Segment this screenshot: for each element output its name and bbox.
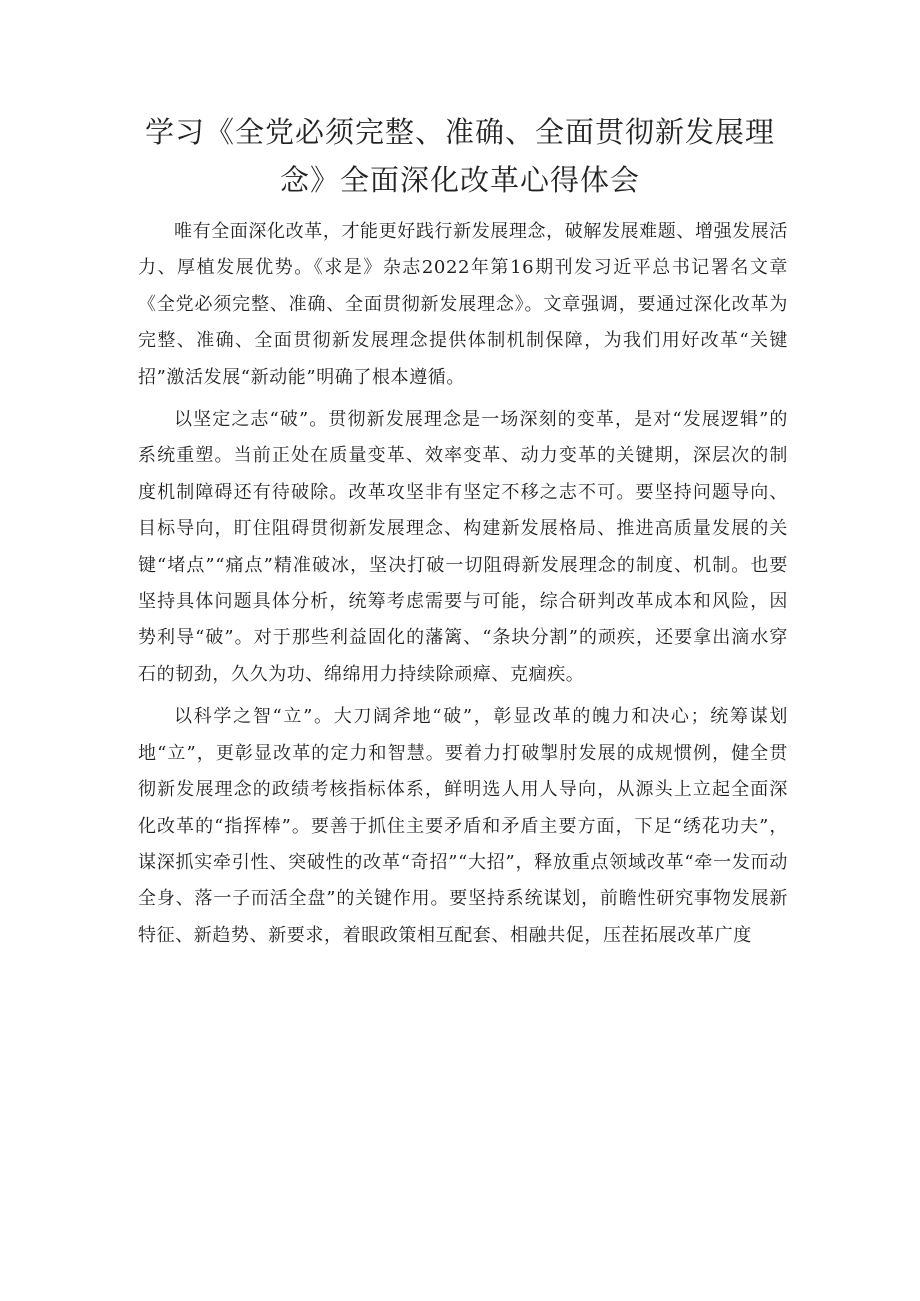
document-body	[138, 214, 788, 954]
title-line-1: 学习《全党必须完整、准确、全面贯彻新发展理	[144, 115, 775, 149]
paragraph-intro: 唯有全面深化改革，才能更好践行新发展理念，破解发展难题、增强发展活力、厚植发展优势。《求是》杂志2022年第16期刊发习近平总书记署名文章《全党必须完整、准确、全面贯彻新发展理念》。文章强调，要通过深化改革为完整、准确、全面贯彻新发展理念提供体制机制保障，为我们用好改革“关键招”激活发展“新动能”明确了根本遵循。	[138, 221, 788, 388]
paragraph-break: 以坚定之志“破”。贯彻新发展理念是一场深刻的变革，是对“发展逻辑”的系统重塑。当前正处在质量变革、效率变革、动力变革的关键期，深层次的制度机制障碍还有待破除。改革攻坚非有坚定不移之志不可。要坚持问题导向、目标导向，盯住阻碍贯彻新发展理念、构建新发展格局、推进高质量发展的关键“堵点”“痛点”精准破冰，坚决打破一切阻碍新发展理念的制度、机制。也要坚持具体问题具体分析，统筹考虑需要与可能，综合研判改革成本和风险，因势利导“破”。对于那些利益固化的藩篱、“条块分割”的顽疾，还要拿出滴水穿石的韧劲，久久为功、绵绵用力持续除顽瘴、克痼疾。	[138, 409, 788, 685]
document-title	[120, 108, 800, 204]
title-line-2: 念》全面深化改革心得体会	[279, 163, 640, 197]
paragraph-establish: 以科学之智“立”。大刀阔斧地“破”，彰显改革的魄力和决心；统筹谋划地“立”，更彰显改革的定力和智慧。要着力打破掣肘发展的成规惯例，健全贯彻新发展理念的政绩考核指标体系，鲜明选人用人导向，从源头上立起全面深化改革的“指挥棒”。要善于抓住主要矛盾和矛盾主要方面，下足“绣花功夫”，谋深抓实牵引性、突破性的改革“奇招”“大招”，释放重点领域改革“牵一发而动全身、落一子而活全盘”的关键作用。要坚持系统谋划，前瞻性研究事物发展新特征、新趋势、新要求，着眼政策相互配套、相融共促，压茬拓展改革广度	[138, 706, 788, 946]
